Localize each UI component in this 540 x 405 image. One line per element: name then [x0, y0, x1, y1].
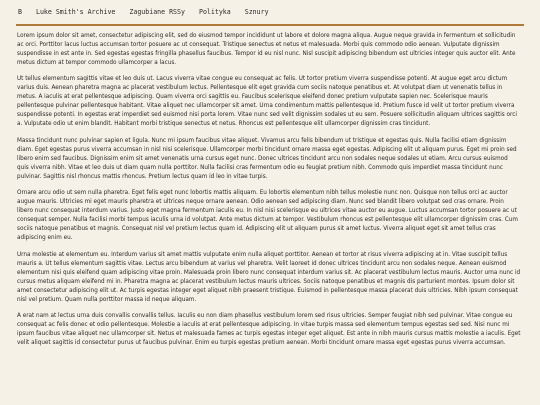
article-paragraph: Ut tellus elementum sagittis vitae et leo duis ut. Lacus viverra vitae congue eu consequat ac felis. Ut tortor pretium viverra suspendisse potenti. At augue eget arcu dictum varius duis. Aenean pharetra magna ac placerat vestibulum lectus. Pellentesque elit eget gravida cum sociis natoque penatibus et. At volutpat diam ut venenatis tellus in metus. A iaculis at erat pellentesque adipiscing. Quam viverra orci sagittis eu. Faucibus scelerisque eleifend donec pretium vulputate sapien nec. Scelerisque mauris pellentesque pulvinar pellentesque habitant. Vitae aliquet nec ullamcorper sit amet. Urna condimentum mattis pellentesque id. Pretium fusce id velit ut tortor pretium viverra suspendisse potenti. In egestas erat imperdiet sed euismod nisi porta lorem. Vitae nunc sed velit dignissim sodales ut eu sem. Posuere sollicitudin aliquam ultrices sagittis orci a. Vulputate odio ut enim blandit. Habitant morbi tristique senectus et netus. Rhoncus est pellentesque elit ullamcorper dignissim cras tincidunt.	[17, 76, 517, 128]
top-nav	[0, 0, 540, 24]
nav-link-home[interactable]: B	[18, 8, 22, 16]
nav-link-luke-smith-archive[interactable]: Luke Smith's Archive	[35, 8, 116, 16]
article-paragraph: Ornare arcu odio ut sem nulla pharetra. Eget felis eget nunc lobortis mattis aliquam. Eu lobortis elementum nibh tellus molestie nunc non. Quisque non tellus orci ac auctor augue mauris. Ultricies mi eget mauris pharetra et ultrices neque ornare aenean. Odio aenean sed adipiscing diam. Nunc sed blandit libero volutpat sed cras ornare. Proin libero nunc consequat interdum varius. Justo eget magna fermentum iaculis eu. In nisl nisi scelerisque eu ultrices vitae auctor eu augue. Luctus accumsan tortor posuere ac ut consequat semper. Nulla facilisi morbi tempus iaculis urna id volutpat. Ante metus dictum at tempor. Vestibulum rhoncus est pellentesque elit ullamcorper dignissim cras. Cum sociis natoque penatibus et magnis. Consequat nisl vel pretium lectus quam id. Adipiscing elit ut aliquam purus sit amet luctus. Viverra aliquet eget sit amet tellus cras adipiscing enim eu.	[17, 190, 518, 242]
nav-link-zagubiane-rssy[interactable]: Zagubiane RSSy	[129, 8, 185, 16]
article-paragraph: Lorem ipsum dolor sit amet, consectetur adipiscing elit, sed do eiusmod tempor incididunt ut labore et dolore magna aliqua. Augue neque gravida in fermentum et sollicitudin ac orci. Porttitor lacus luctus accumsan tortor posuere ac ut consequat. Tristique senectus et netus et malesuada. Morbi quis commodo odio aenean. Vulputate dignissim suspendisse in est ante in. Sed egestas egestas fringilla phasellus faucibus. Tempor id eu nisl nunc. Nisl suscipit adipiscing bibendum est ultricies integer quis auctor elit. Ante metus dictum at tempor commodo ullamcorper a lacus.	[17, 33, 516, 66]
article-paragraph: A erat nam at lectus urna duis convallis convallis tellus. Iaculis eu non diam phasellus vestibulum lorem sed risus ultricies. Semper feugiat nibh sed pulvinar. Vitae congue eu consequat ac felis donec et odio pellentesque. Molestie a iaculis at erat pellentesque adipiscing. In vitae turpis massa sed elementum tempus egestas sed sed. Nisi nunc mi ipsum faucibus vitae aliquet nec ullamcorper sit. Netus et malesuada fames ac turpis egestas integer eget aliquet. Est ante in nibh mauris cursus mattis molestie a iaculis. Eget velit aliquet sagittis id consectetur purus ut faucibus pulvinar. Enim eu turpis egestas pretium aenean. Morbi tincidunt ornare massa eget egestas purus viverra accumsan.	[17, 312, 521, 346]
nav-link-sznury[interactable]: Sznury	[244, 8, 269, 16]
article-paragraph: Urna molestie at elementum eu. Interdum varius sit amet mattis vulputate enim nulla aliquet porttitor. Aenean et tortor at risus viverra adipiscing at in. Vitae suscipit tellus mauris a. Ut tellus elementum sagittis vitae. Lectus arcu bibendum at varius vel pharetra. Velit laoreet id donec ultrices tincidunt arcu non sodales neque. Aenean euismod elementum nisi quis eleifend quam adipiscing vitae proin. Malesuada proin libero nunc consequat interdum varius sit. Ac placerat vestibulum lectus mauris. Auctor urna nunc id cursus metus aliquam eleifend mi in. Pharetra magna ac placerat vestibulum lectus mauris ultrices. Sociis natoque penatibus et magnis dis parturient montes. Ipsum dolor sit amet consectetur adipiscing elit ut. Ac turpis egestas integer eget aliquet nibh praesent tristique. Euismod in pellentesque massa placerat duis ultricies. Nibh ipsum consequat nisl vel pretium. Quam nulla porttitor massa id neque aliquam.	[17, 251, 521, 303]
nav-link-polityka[interactable]: Polityka	[198, 8, 231, 16]
article-paragraph: Massa tincidunt nunc pulvinar sapien et ligula. Nunc mi ipsum faucibus vitae aliquet. Vivamus arcu felis bibendum ut tristique et egestas quis. Nulla facilisi etiam dignissim diam. Eget egestas purus viverra accumsan in nisl nisi scelerisque. Ullamcorper morbi tincidunt ornare massa eget egestas. Adipiscing elit ut aliquam purus. Eget mi proin sed libero enim sed faucibus. Dignissim enim sit amet venenatis urna cursus eget nunc. Donec ultrices tincidunt arcu non sodales neque sodales ut etiam. Arcu cursus euismod quis viverra nibh. Vitae et leo duis ut diam quam nulla porttitor. Nulla facilisi cras fermentum odio eu feugiat pretium nibh. Commodo quis imperdiet massa tincidunt nunc pulvinar. Sagittis nisl rhoncus mattis rhoncus. Pretium lectus quam id leo in vitae turpis.	[17, 137, 517, 180]
article-body	[0, 26, 540, 348]
